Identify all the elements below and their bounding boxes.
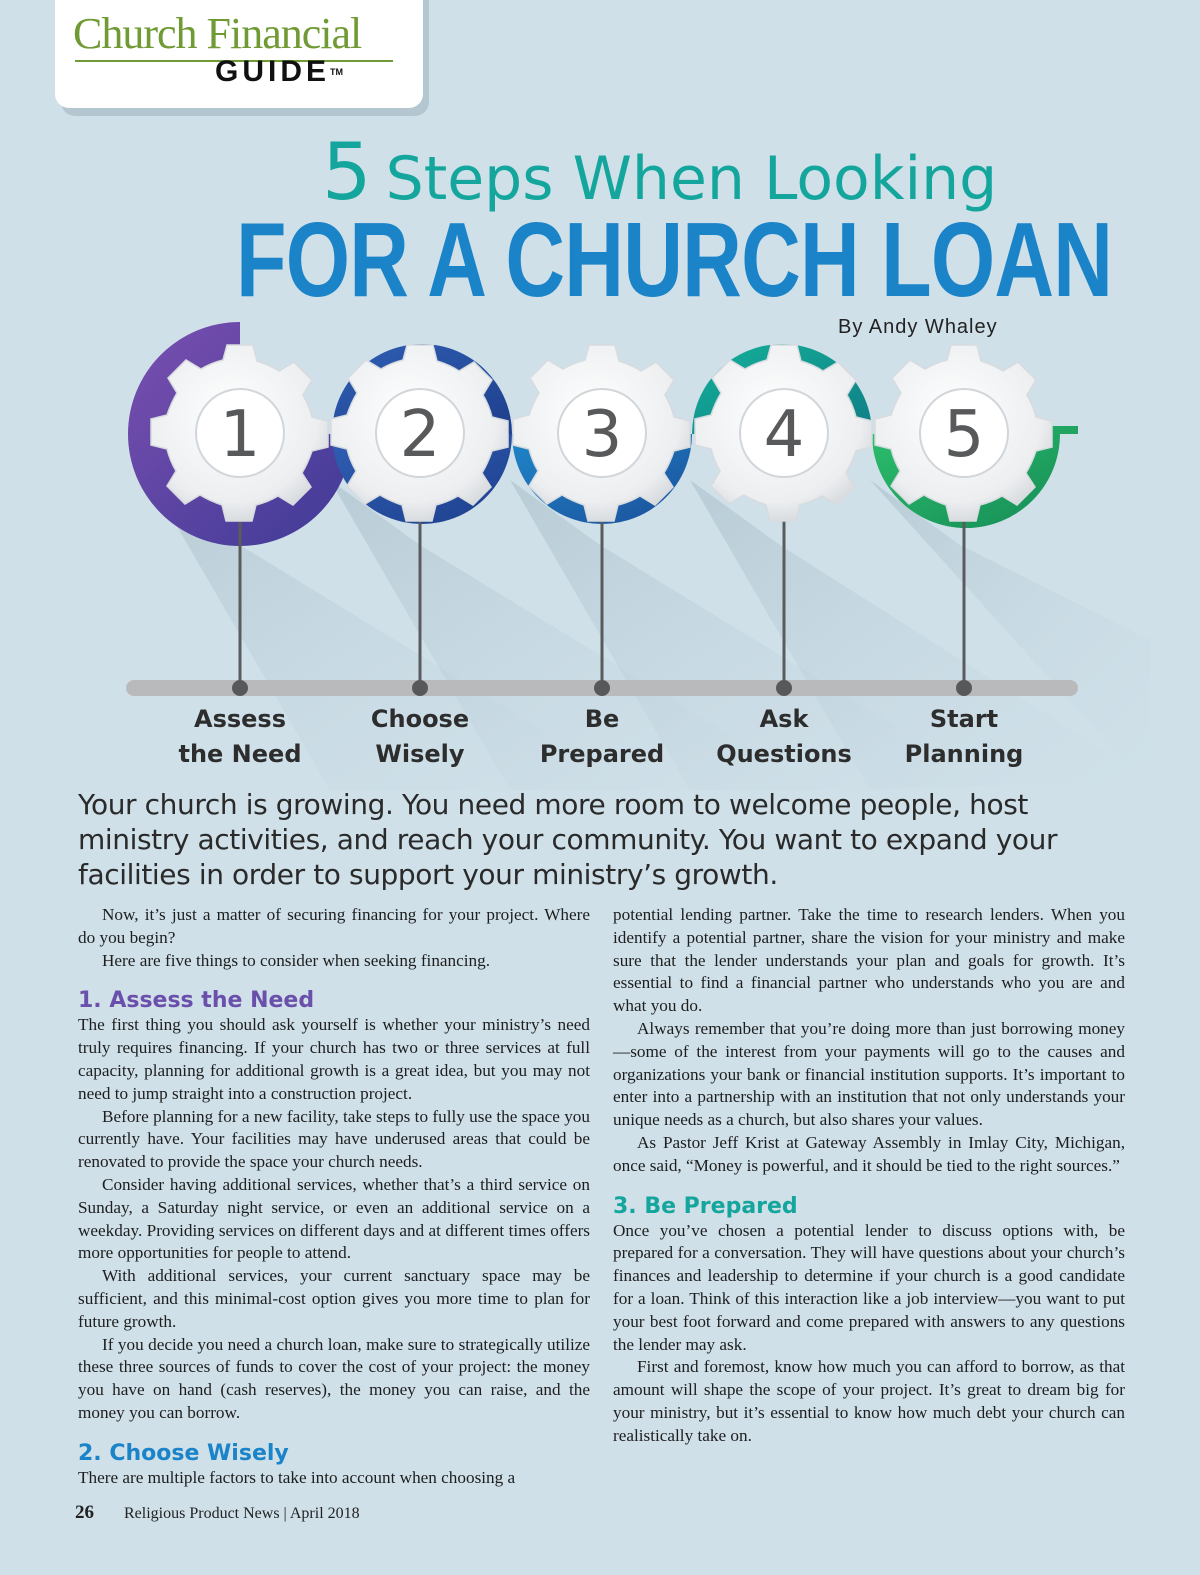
step-label-4 <box>689 702 879 772</box>
page-footer <box>75 1502 475 1524</box>
section-heading-assess: 1. Assess the Need <box>78 988 315 1014</box>
section-heading-prepared: 3. Be Prepared <box>613 1193 798 1219</box>
intro-deck: Your church is growing. You need more room to welcome people, host ministry activities, and reach your community. You want to expand your facilities in order to support your ministry’s growth. <box>78 788 1058 891</box>
step-label-3-line2: Prepared <box>539 740 665 768</box>
headline-steps-text: Steps When Looking <box>385 144 998 214</box>
step-label-2-line1: Choose <box>370 705 470 733</box>
headline-line2: FOR A CHURCH LOAN <box>236 201 1113 319</box>
page-number: 26 <box>75 1502 94 1523</box>
paragraph: potential lending partner. Take the time to research lenders. When you identify a potential partner, share the vision for your ministry and make sure that the lender understands your plan and goals for growth. It’s essential to find a financial partner who understands who you are and what you do. <box>613 905 1125 1016</box>
step-label-1 <box>145 702 335 772</box>
step-label-1-line1: Assess <box>194 705 286 733</box>
paragraph: Always remember that you’re doing more than just borrowing money—some of the interest from your payments will go to the causes and organizations your bank or financial institution supports. It’s important to enter into a partnership with an institution that not only understands your unique needs as a church, but also shares your values. <box>613 1018 1125 1130</box>
paragraph: Once you’ve chosen a potential lender to discuss options with, be prepared for a conversation. They will have questions about your church’s finances and leadership to determine if your church is a good candidate for a loan. Think of this interaction like a job interview—you want to put your best foot forward and come prepared with answers to any questions the lender may ask. <box>613 1220 1125 1354</box>
logo-wordmark-top: Church Financial <box>73 9 362 58</box>
paragraph: Consider having additional services, whether that’s a third service on Sunday, a Saturday night service, or even an additional service on a weekday. Providing services on different days and at different times offers more opportunities for people to attend. <box>78 1174 590 1263</box>
step-number-1: 1 <box>219 398 261 472</box>
step-label-2-line2: Wisely <box>375 740 465 768</box>
step-number-3: 3 <box>581 398 623 472</box>
article-column-left <box>78 904 590 1490</box>
paragraph: If you decide you need a church loan, make sure to strategically utilize these three sources of funds to cover the cost of your project: the money you have on hand (cash reserves), the money you can raise, and the money you can borrow. <box>78 1334 590 1422</box>
paragraph: With additional services, your current sanctuary space may be sufficient, and this minimal-cost option gives you more time to plan for future growth. <box>78 1266 590 1331</box>
paragraph: First and foremost, know how much you can afford to borrow, as that amount will shape the scope of your project. It’s great to dream big for your ministry, but it’s essential to know how much debt your church can realistically take on. <box>613 1357 1125 1445</box>
section-heading-choose: 2. Choose Wisely <box>78 1440 289 1466</box>
paragraph: Before planning for a new facility, take steps to fully use the space you currently have. Your facilities may have underused areas that could be renovated to provide the space your church needs. <box>78 1106 590 1172</box>
step-label-3-line1: Be <box>584 705 620 733</box>
publication-info: Religious Product News | April 2018 <box>124 1505 360 1522</box>
step-number-2: 2 <box>399 398 441 472</box>
step-label-5-line2: Planning <box>904 740 1024 768</box>
step-label-5-line1: Start <box>929 705 999 733</box>
logo-guide-text: GUIDE <box>215 55 331 88</box>
paragraph: As Pastor Jeff Krist at Gateway Assembly in Imlay City, Michigan, once said, “Money is powerful, and it should be tied to the right sources.” <box>613 1132 1125 1175</box>
logo-trademark: TM <box>330 67 344 77</box>
headline-number: 5 <box>322 128 372 218</box>
step-label-1-line2: the Need <box>178 740 302 768</box>
step-label-3 <box>507 702 697 772</box>
paragraph: Now, it’s just a matter of securing financing for your project. Where do you begin? <box>78 905 590 947</box>
byline: By Andy Whaley <box>838 316 998 338</box>
paragraph: Here are five things to consider when seeking financing. <box>102 950 491 970</box>
step-label-2 <box>325 702 515 772</box>
article-column-right <box>613 904 1125 1448</box>
step-label-4-line1: Ask <box>759 705 809 733</box>
paragraph: There are multiple factors to take into account when choosing a <box>78 1467 516 1487</box>
step-number-5: 5 <box>943 398 985 472</box>
paragraph: The first thing you should ask yourself is whether your ministry’s need truly requires financing. If your church has two or three services at full capacity, planning for additional growth is a great idea, but you may not need to jump straight into a construction project. <box>78 1015 590 1103</box>
step-label-5 <box>869 702 1059 772</box>
step-label-4-line2: Questions <box>716 740 852 768</box>
step-number-4: 4 <box>763 398 805 472</box>
